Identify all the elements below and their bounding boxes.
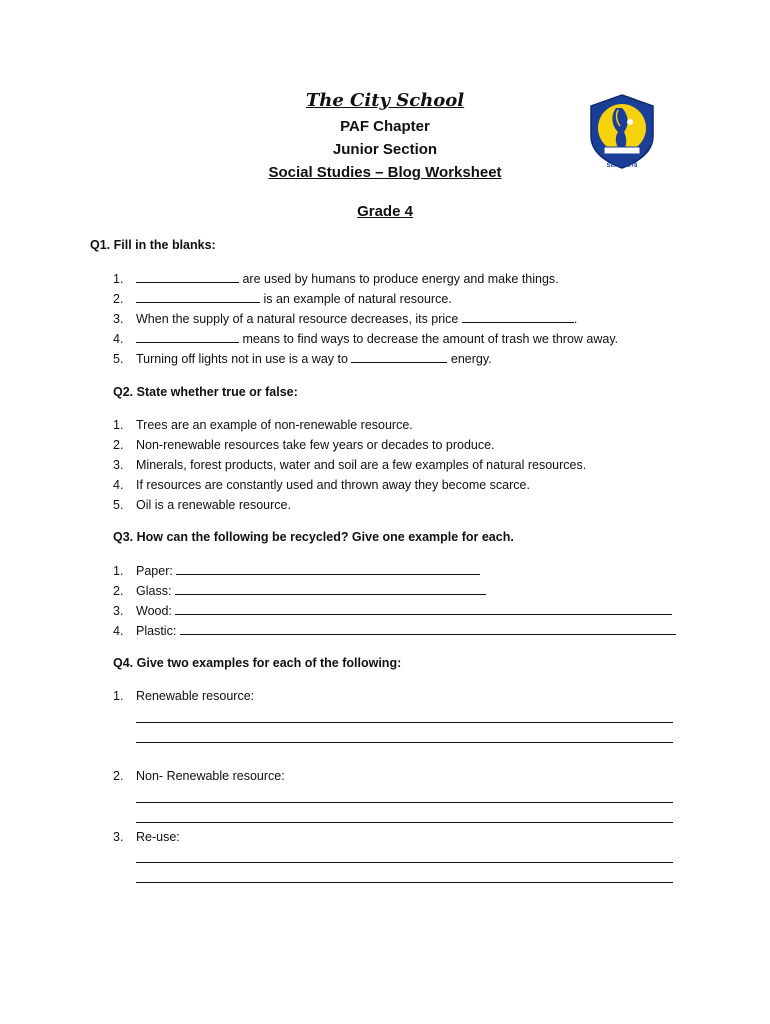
q3-item-wood [113, 601, 676, 621]
q3-item-label: Glass: [136, 584, 175, 598]
list-number: 3. [113, 458, 124, 472]
q4-item-label: Non- Renewable resource: [136, 769, 285, 783]
q2-item-text: Oil is a renewable resource. [136, 498, 291, 512]
answer-line[interactable] [136, 722, 673, 723]
q1-item-2-text: is an example of natural resource. [260, 292, 452, 306]
list-number: 3. [113, 604, 124, 618]
list-number: 3. [113, 830, 124, 844]
q4-item-label: Renewable resource: [136, 689, 255, 703]
q2-item-2 [113, 435, 586, 455]
q1-item-1-text: are used by humans to produce energy and make things. [239, 272, 559, 286]
q1-item-3-text: When the supply of a natural resource decreases, its price [136, 312, 462, 326]
answer-line[interactable] [136, 822, 673, 823]
list-number: 4. [113, 332, 124, 346]
worksheet-title: Social Studies – Blog Worksheet [268, 164, 502, 181]
answer-blank[interactable] [175, 602, 672, 615]
answer-blank[interactable] [176, 562, 480, 575]
list-number: 2. [113, 584, 124, 598]
list-number: 5. [113, 498, 124, 512]
q1-item-4 [113, 329, 618, 349]
q3-item-glass [113, 581, 676, 601]
q2-title: Q2. State whether true or false: [113, 385, 298, 399]
list-number: 1. [113, 418, 124, 432]
q2-item-5 [113, 495, 586, 515]
logo-since-text: Since 1978 [606, 163, 638, 169]
answer-blank[interactable] [180, 622, 676, 635]
list-number: 2. [113, 438, 124, 452]
fill-blank[interactable] [351, 350, 447, 363]
q3-item-plastic [113, 621, 676, 641]
list-number: 4. [113, 478, 124, 492]
q2-item-3 [113, 455, 586, 475]
answer-line[interactable] [136, 802, 673, 803]
fill-blank[interactable] [462, 310, 574, 323]
list-number: 1. [113, 564, 124, 578]
q1-item-4-text: means to find ways to decrease the amount of trash we throw away. [239, 332, 619, 346]
list-number: 4. [113, 624, 124, 638]
answer-line[interactable] [136, 862, 673, 863]
chapter-name: PAF Chapter [340, 118, 430, 135]
q2-list [113, 415, 586, 515]
grade-label: Grade 4 [357, 203, 413, 220]
section-name: Junior Section [332, 141, 438, 158]
q2-item-text: If resources are constantly used and thrown away they become scarce. [136, 478, 530, 492]
school-logo [586, 92, 658, 172]
q1-item-5-text: Turning off lights not in use is a way to [136, 352, 352, 366]
q1-item-5 [113, 349, 618, 369]
q1-list [113, 269, 618, 369]
list-number: 1. [113, 272, 124, 286]
q1-item-3 [113, 309, 618, 329]
list-number: 2. [113, 769, 124, 783]
q2-item-1 [113, 415, 586, 435]
fill-blank[interactable] [136, 270, 239, 283]
school-name: The City School [305, 90, 465, 111]
q3-item-label: Plastic: [136, 624, 180, 638]
answer-blank[interactable] [175, 582, 486, 595]
q1-item-1 [113, 269, 618, 289]
q4-title: Q4. Give two examples for each of the following: [113, 656, 402, 670]
q4-item-reuse [113, 827, 180, 847]
list-number: 5. [113, 352, 124, 366]
q1-item-2 [113, 289, 618, 309]
q4-item-renewable [113, 686, 254, 706]
fill-blank[interactable] [136, 330, 239, 343]
q1-title: Q1. Fill in the blanks: [90, 238, 216, 252]
q3-item-label: Paper: [136, 564, 177, 578]
list-number: 1. [113, 689, 124, 703]
q1-item-3-end: . [573, 312, 578, 326]
q2-item-text: Trees are an example of non-renewable resource. [136, 418, 413, 432]
q4-item-non-renewable [113, 766, 285, 786]
q2-item-text: Minerals, forest products, water and soil are a few examples of natural resources. [136, 458, 587, 472]
q2-item-text: Non-renewable resources take few years or decades to produce. [136, 438, 495, 452]
q3-title: Q3. How can the following be recycled? Give one example for each. [113, 530, 514, 544]
answer-line[interactable] [136, 742, 673, 743]
q3-item-paper [113, 561, 676, 581]
list-number: 2. [113, 292, 124, 306]
answer-line[interactable] [136, 882, 673, 883]
fill-blank[interactable] [136, 290, 260, 303]
q2-item-4 [113, 475, 586, 495]
q3-list [113, 561, 676, 641]
q3-item-label: Wood: [136, 604, 176, 618]
q1-item-5-end: energy. [447, 352, 492, 366]
list-number: 3. [113, 312, 124, 326]
q4-item-label: Re-use: [136, 830, 180, 844]
